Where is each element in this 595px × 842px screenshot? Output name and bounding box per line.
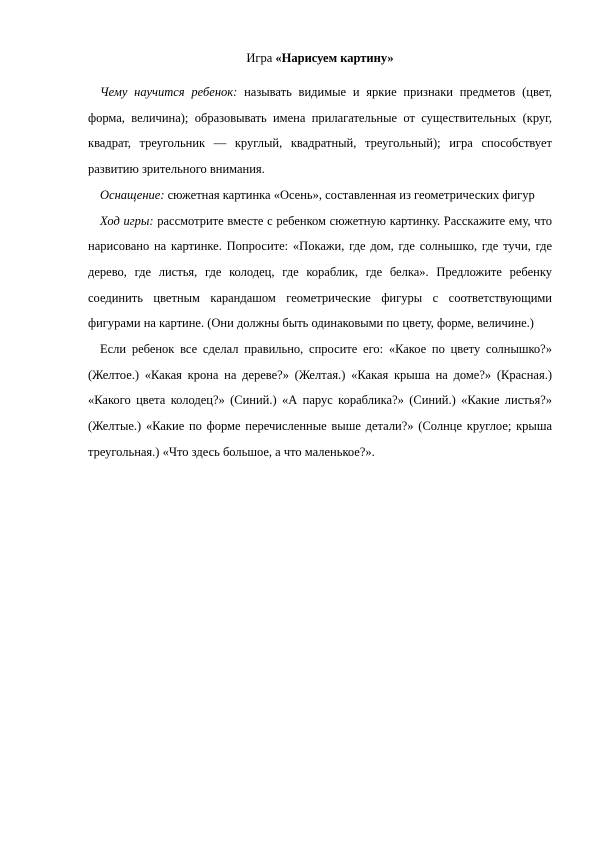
- title-prefix: Игра: [246, 51, 276, 65]
- document-page: [88, 50, 552, 466]
- title-game-name: «Нарисуем картину»: [275, 51, 394, 65]
- text-equipment: сюжетная картинка «Осень», составленная из геометрических фигур: [164, 187, 535, 202]
- paragraph-learning-goals: [88, 80, 552, 183]
- text-game-procedure: рассмотрите вместе с ребенком сюжетную картинку. Расскажите ему, что нарисовано на картинке. Попросите: «Покажи, где дом, где солнышко, где тучи, где дерево, где листья, где колодец, где кораблик, где белка». Предложите ребенку соединить цветным карандашом геометрические фигуры с соответствующими фигурами на картине. (Они должны быть одинаковыми по цвету, форме, величине.): [88, 213, 552, 331]
- paragraph-questions: Если ребенок все сделал правильно, спросите его: «Какое по цвету солнышко?» (Желтое.) «Какая крона на дереве?» (Желтая.) «Какая крыша на доме?» (Красная.) «Какого цвета колодец?» (Синий.) «А парус кораблика?» (Синий.) «Какие листья?» (Желтые.) «Какие по форме перечисленные выше детали?» (Солнце круглое; крыша треугольная.) «Что здесь большое, а что маленькое?».: [88, 342, 552, 459]
- label-equipment: Оснащение:: [100, 187, 165, 202]
- label-game-procedure: Ход игры:: [100, 213, 154, 228]
- paragraph-game-procedure: [88, 209, 552, 338]
- page-title: [88, 50, 552, 66]
- paragraph-equipment: [88, 183, 552, 209]
- label-learning-goals: Чему научится ребенок:: [100, 85, 238, 99]
- text-learning-goals: называть видимые и яркие признаки предметов (цвет, форма, величина); образовывать имена прилагательные от существительных (круг, квадрат, треугольник — круглый, квадратный, треугольный); игра способствует развитию зрительного внимания.: [88, 85, 552, 177]
